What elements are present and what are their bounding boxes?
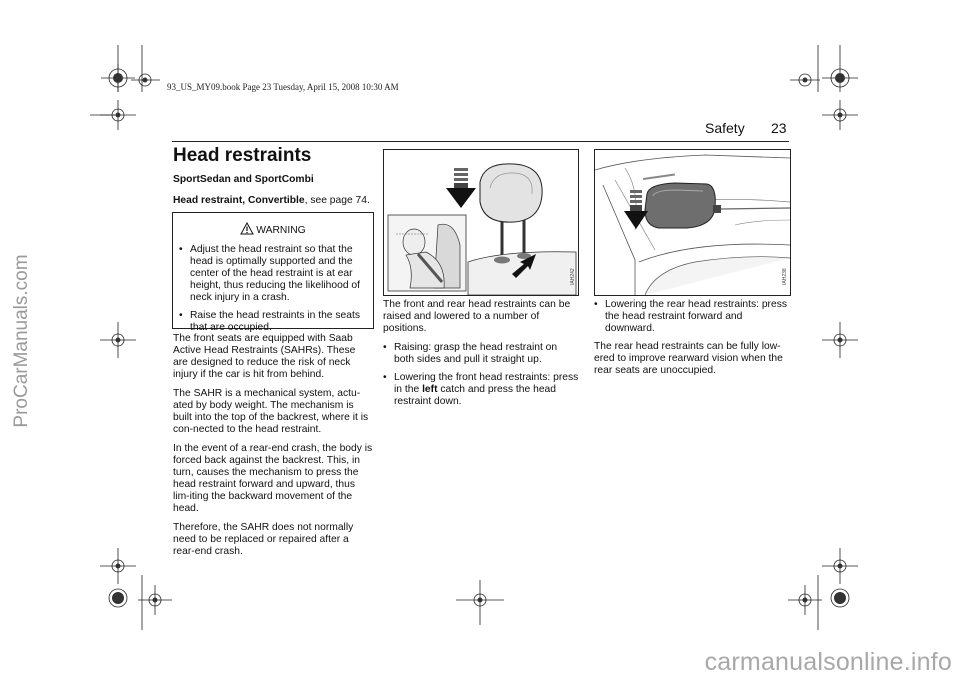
front-head-restraint-illustration <box>384 150 578 295</box>
convertible-reference-bold: Head restraint, Convertible <box>173 195 305 206</box>
warning-label: WARNING <box>256 225 306 236</box>
figure-id: IAH242 <box>570 268 576 285</box>
middle-column-text <box>383 299 579 414</box>
intro-paragraph: The front and rear head restraints can be raised and lowered to a number of positions. <box>383 299 571 334</box>
front-head-restraint-figure <box>383 149 579 296</box>
page-number: 23 <box>771 120 787 136</box>
lower-front-emphasis: left <box>422 384 438 395</box>
lower-front-text-end: catch and press the head restraint down. <box>394 384 557 407</box>
rear-paragraph: The rear head restraints can be fully low-ered to improve rearward vision when the rear seats are unoccupied. <box>594 341 783 376</box>
adjust-list <box>383 342 579 408</box>
header-rule <box>172 141 789 142</box>
figure-id: IAH238 <box>782 268 788 285</box>
warning-triangle-icon <box>240 222 254 235</box>
rear-head-restraint-figure <box>594 149 791 296</box>
raise-instruction: • Raising: grasp the head restraint on both sides and pull it straight up. <box>383 342 579 366</box>
side-watermark: ProCarManuals.com <box>11 254 32 428</box>
warning-item: • Adjust the head restraint so that the head is optimally supported and the center of the head restraint is at ear height, thus reducing the likelihood of neck injury in a crash. <box>179 244 365 304</box>
convertible-reference-page: , see page 74. <box>304 195 370 206</box>
body-paragraph: The front seats are equipped with Saab Active Head Restraints (SAHRs). These are designed to reduce the risk of neck injury if the car is hit from behind. <box>173 333 356 380</box>
warning-item: • Raise the head restraints in the seats that are occupied. <box>179 310 365 334</box>
bottom-watermark: carmanualsonline.info <box>704 648 952 676</box>
warning-heading <box>173 222 373 236</box>
page-title: Head restraints <box>173 145 312 166</box>
body-paragraph: Therefore, the SAHR does not normally need to be replaced or repaired after a rear-end crash. <box>173 522 354 557</box>
lower-front-instruction <box>383 372 579 408</box>
section-name: Safety <box>705 120 745 136</box>
left-column-top <box>173 174 373 214</box>
rear-list <box>594 299 790 335</box>
print-info: 93_US_MY09.book Page 23 Tuesday, April 15, 2008 10:30 AM <box>167 82 399 92</box>
model-subtitle: SportSedan and SportCombi <box>173 174 314 185</box>
warning-list <box>179 244 365 340</box>
right-column-text <box>594 299 790 384</box>
lower-rear-instruction: • Lowering the rear head restraints: press the head restraint forward and downward. <box>594 299 790 335</box>
rear-head-restraint-illustration <box>595 150 790 295</box>
body-paragraph: In the event of a rear-end crash, the body is forced back against the backrest. This, in turn, causes the mechanism to press the head restraint forward and upward, thus lim-iting the backward movement of the head. <box>173 443 373 514</box>
convertible-reference <box>173 195 373 207</box>
warning-box <box>172 212 374 333</box>
body-paragraph: The SAHR is a mechanical system, actu-ated by body weight. The mechanism is built into the top of the backrest, where it is con-nected to the head restraint. <box>173 388 369 435</box>
lower-front-text: Lowering the front head restraints: press in the <box>394 372 579 395</box>
left-column-body <box>173 333 373 565</box>
